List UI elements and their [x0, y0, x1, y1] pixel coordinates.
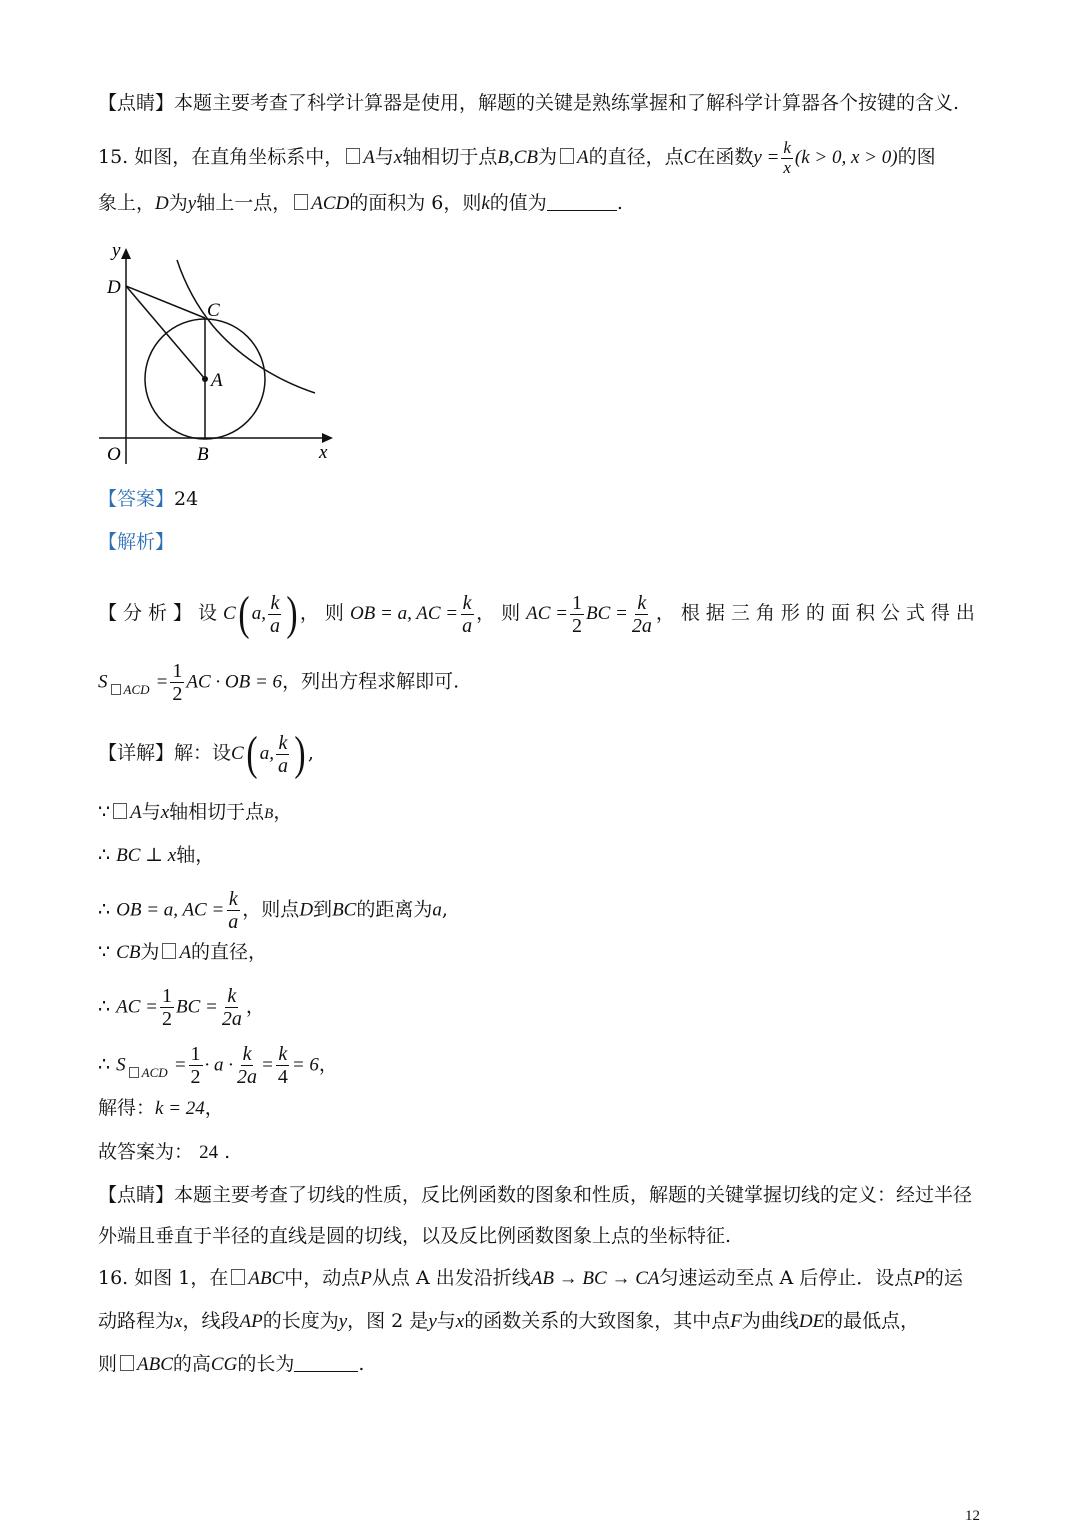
analysis-label: 【解析】 [98, 531, 175, 553]
fraction-k-over-2a: $\frac{k}{2a}$ [237, 1043, 258, 1088]
question-16-line-1: 16. 如图 1，在 ABC中，动点P从点 A 出发沿折线AB → BC → CA匀速运动至点 A 后停止．设点P的运 [98, 1267, 963, 1289]
fraction-k-over-4: $\frac{k}{4}$ [277, 1043, 288, 1088]
circle-symbol-icon [346, 148, 360, 164]
step-1: ∵ A与x轴相切于点B， [98, 801, 293, 823]
step-6: ∴ S $_{ACD}$ = $\frac{1}{2}$ · a · $\frac{k}{2a}$ = $\frac{k}{4}$ = 6， [98, 1043, 338, 1088]
circle-symbol-icon [162, 943, 176, 959]
fraction-one-half: $\frac{1}{2}$ [571, 591, 582, 637]
step-3: ∴ OB = a, AC = $\frac{k}{a}$ ，则点D到BC的距离为a, [98, 888, 448, 933]
analysis-line-2: S $_{ACD}$ = $\frac{1}{2}$ AC · OB = 6，列出方程求解即可. [98, 660, 460, 705]
dianjing-14: 【点睛】本题主要考查了科学计算器是使用，解题的关键是熟练掌握和了解科学计算器各个按键的含义. [98, 92, 960, 114]
answer-line: 【答案】24 [98, 488, 199, 510]
label-d: D [107, 277, 121, 298]
answer-blank [294, 1353, 358, 1372]
step-5: ∴ AC = $\frac{1}{2}$ BC = $\frac{k}{2a}$ ， [98, 985, 265, 1030]
circle-symbol-icon [113, 803, 127, 819]
center-point-a [202, 376, 208, 382]
analysis-line-1: 【分析】设C( a, $\frac{k}{a}$ ) ，则OB = a, AC = $\frac{k}{a}$ ，则AC = $\frac{1}{2}$ BC = $\frac{k}{2a}$ ，根据三角形的面积公式得出 [98, 587, 981, 640]
triangle-symbol-icon [120, 1355, 134, 1371]
label-b: B [197, 444, 209, 465]
step-2: ∴ BC ⊥ x轴， [98, 844, 215, 866]
label-x: x [319, 442, 328, 463]
fraction-k-over-x: $\frac{k}{x}$ [783, 138, 791, 177]
step-7: 解得：k = 24， [98, 1097, 224, 1119]
label-o: O [107, 444, 121, 465]
fraction-one-half: $\frac{1}{2}$ [162, 985, 172, 1030]
page-number: 12 [965, 1508, 980, 1524]
fraction-k-over-2a: $\frac{k}{2a}$ [221, 985, 242, 1030]
geometry-figure [95, 238, 345, 468]
detail-line-1: 【详解】解：设C( a, $\frac{k}{a}$ ) , [98, 727, 314, 780]
question-16-line-2: 动路程为x，线段AP的长度为y，图 2 是y与x的函数关系的大致图象，其中点F为曲线DE的最低点， [98, 1310, 920, 1332]
fraction-k-over-2a: $\frac{k}{2a}$ [631, 591, 652, 637]
dianjing-15-line-2: 外端且垂直于半径的直线是圆的切线，以及反比例函数图象上点的坐标特征. [98, 1225, 732, 1247]
label-y: y [112, 240, 121, 261]
fraction-k-over-a: $\frac{k}{a}$ [462, 591, 473, 637]
answer-blank [547, 192, 617, 211]
question-16-line-3: 则 ABC的高CG的长为 . [98, 1353, 365, 1375]
circle-symbol-icon [560, 148, 574, 164]
segment-dc [126, 286, 205, 318]
fraction-one-half: $\frac{1}{2}$ [190, 1043, 201, 1088]
label-c: C [207, 300, 220, 321]
question-15-line-1: 15. 如图，在直角坐标系中， A与x轴相切于点B,CB为 A的直径，点C在函数y = $\frac{k}{x}$ (k > 0, x > 0)的图 [98, 138, 936, 177]
fraction-k-over-a: $\frac{k}{a}$ [269, 591, 280, 637]
question-15-line-2: 象上，D为y轴上一点， ACD的面积为 6，则k的值为 . [98, 192, 623, 214]
fraction-k-over-a: $\frac{k}{a}$ [277, 731, 288, 777]
fraction-one-half: $\frac{1}{2}$ [172, 660, 183, 705]
label-a: A [211, 370, 223, 391]
step-8: 故答案为： 24 . [98, 1141, 231, 1163]
triangle-symbol-icon [111, 684, 121, 695]
triangle-symbol-icon [129, 1067, 139, 1078]
fraction-k-over-a: $\frac{k}{a}$ [228, 888, 239, 933]
dianjing-15-line-1: 【点睛】本题主要考查了切线的性质，反比例函数的图象和性质，解题的关键掌握切线的定义：经过半径 [98, 1184, 973, 1206]
segment-da [126, 286, 205, 379]
triangle-symbol-icon [231, 1269, 245, 1285]
step-4: ∵ CB为 A的直径， [98, 941, 268, 963]
triangle-symbol-icon [294, 194, 308, 210]
hyperbola-curve [177, 260, 315, 393]
y-axis-arrow-icon [121, 248, 131, 259]
